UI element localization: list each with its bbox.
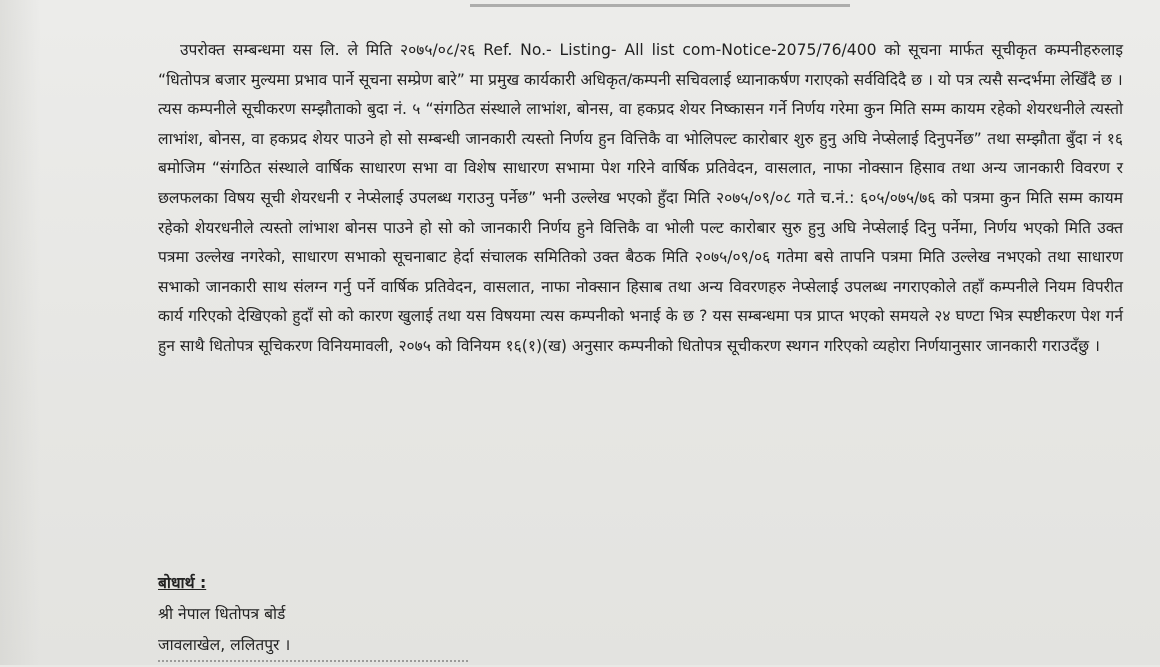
letter-paragraph-1: उपरोक्त सम्बन्धमा यस लि. ले मिति २०७५/०८/२६ Ref. No.- Listing- All list com-Notice-2075/76/400 को सूचना मार्फत सूचीकृत कम्पनीहरुलाइ “धितोपत्र बजार मुल्यमा प्रभाव पार्ने सूचना सम्प्रेण बारे” मा प्रमुख कार्यकारी अधिकृत/कम्पनी सचिवलाई ध्यानाकर्षण गराएको सर्वविदिदै छ । यो पत्र त्यसै सन्दर्भमा लेखिँदै छ । (158, 41, 1123, 89)
cc-block (158, 568, 290, 661)
letter-paragraph-2: त्यस कम्पनीले सूचीकरण सम्झौताको बुदा नं. ५ “संगठित संस्थाले लाभांश, बोनस, वा हकप्रद शेयर निष्कासन गर्ने निर्णय गरेमा कुन मिति सम्म कायम रहेको शेयरधनीले त्यस्तो लाभांश, बोनस, वा हकप्रद शेयर पाउने हो सो सम्बन्धी जानकारी त्यस्तो निर्णय हुन वित्तिकै वा भोलिपल्ट कारोबार शुरु हुनु अघि नेप्सेलाई दिनुपर्नेछ” तथा सम्झौता बुँदा नं १६ बमोजिम “संगठित संस्थाले वार्षिक साधारण सभा वा विशेष साधारण सभामा पेश गरिने वार्षिक प्रतिवेदन, वासलात, नाफा नोक्सान हिसाव तथा अन्य जानकारी विवरण र छलफलका विषय सूची शेयरधनी र नेप्सेलाई उपलब्ध गराउनु पर्नेछ” भनी उल्लेख भएको हुँदा मिति २०७५/०९/०८ गते च.नं.: ६०५/०७५/७६ को पत्रमा कुन मिति सम्म कायम रहेको शेयरधनीले त्यस्तो लांभाश बोनस पाउने हो सो को जानकारी निर्णय हुने वित्तिकै वा भोली पल्ट कारोबार सुरु हुनु अघि नेप्सेलाई दिनु पर्नेमा, निर्णय भएको मिति उक्त पत्रमा उल्लेख नगरेको, साधारण सभाको सूचनाबाट हेर्दा संचालक समितिको उक्त बैठक मिति २०७५/०९/०६ गतेमा बसे तापनि पत्रमा मिति उल्लेख नभएको तथा साधारण सभाको जानकारी साथ संलग्न गर्नु पर्ने वार्षिक प्रतिवेदन, वासलात, नाफा नोक्सान हिसाब तथा अन्य विवरणहरु नेप्सेलाई उपलब्ध नगराएकोले तहाँ कम्पनीले नियम विपरीत कार्य गरिएको देखिएको हुदाँ सो को कारण खुलाई तथा यस विषयमा त्यस कम्पनीको भनाई के छ ? यस सम्बन्धमा पत्र प्राप्त भएको समयले २४ घण्टा भित्र स्पष्टीकरण पेश गर्न हुन साथै धितोपत्र सूचिकरण विनियमावली, २०७५ को विनियम १६(१)(ख) अनुसार कम्पनीको धितोपत्र सूचीकरण स्थगन गरिएको व्यहोरा निर्णयानुसार जानकारी गराउदँछु । (158, 100, 1123, 355)
cc-recipient: श्री नेपाल धितोपत्र बोर्ड (158, 605, 286, 623)
letter-body (158, 36, 1123, 362)
cc-heading: बोधार्थ : (158, 574, 207, 592)
cropped-next-line (158, 660, 468, 667)
cc-address: जावलाखेल, ललितपुर । (158, 636, 291, 654)
cropped-heading-line (470, 0, 850, 7)
page-edge-shadow (0, 0, 40, 665)
